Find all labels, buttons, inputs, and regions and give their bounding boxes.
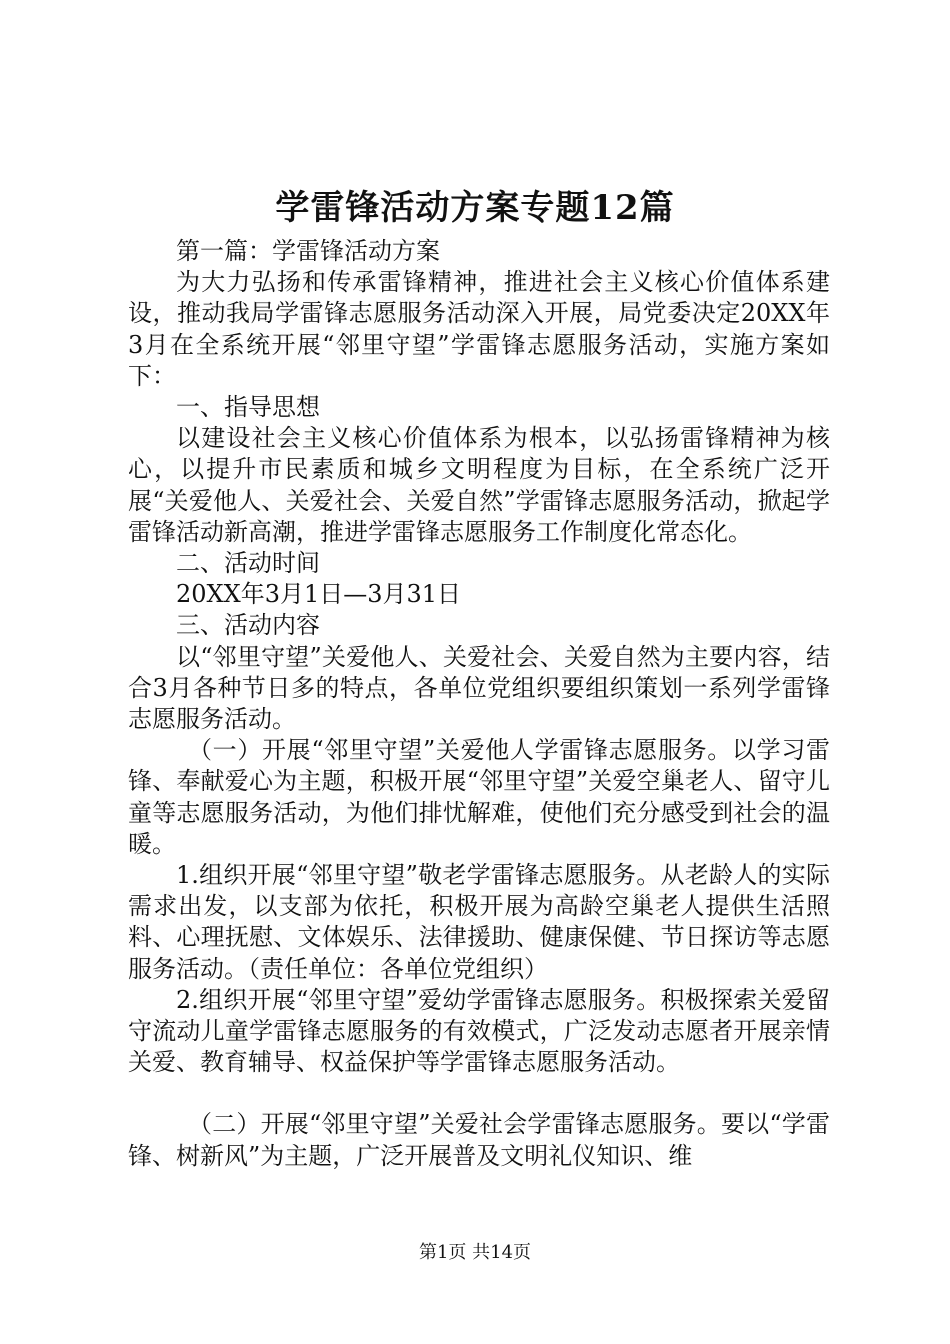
guiding-ideology-paragraph: 以建设社会主义核心价值体系为根本，以弘扬雷锋精神为核心，以提升市民素质和城乡文明程度为目标，在全系统广泛开展“关爱他人、关爱社会、关爱自然”学雷锋志愿服务活动，掀起学雷锋活动新高潮，推进学雷锋志愿服务工作制度化常态化。 [128, 424, 830, 546]
subsection-one-paragraph: （一）开展“邻里守望”关爱他人学雷锋志愿服务。以学习雷锋、奉献爱心为主题，积极开展“邻里守望”关爱空巢老人、留守儿童等志愿服务活动，为他们排忧解难，使他们充分感受到社会的温暖。 [128, 736, 830, 858]
section-heading-part-one: 第一篇：学雷锋活动方案 [176, 237, 440, 265]
page-footer: 第1页 共14页 [418, 1242, 532, 1263]
activity-time-paragraph: 20XX年3月1日—3月31日 [176, 580, 462, 609]
item-two-paragraph: 2.组织开展“邻里守望”爱幼学雷锋志愿服务。积极探索关爱留守流动儿童学雷锋志愿服务的有效模式，广泛发动志愿者开展亲情关爱、教育辅导、权益保护等学雷锋志愿服务活动。 [128, 985, 830, 1077]
heading-activity-time: 二、活动时间 [176, 549, 320, 578]
heading-guiding-ideology: 一、指导思想 [176, 393, 320, 422]
subsection-two-paragraph: （二）开展“邻里守望”关爱社会学雷锋志愿服务。要以“学雷锋、树新风”为主题，广泛开展普及文明礼仪知识、维 [128, 1110, 830, 1170]
document-body [128, 236, 830, 1172]
document-title: 学雷锋活动方案专题12篇 [275, 188, 675, 228]
intro-paragraph: 为大力弘扬和传承雷锋精神，推进社会主义核心价值体系建设，推动我局学雷锋志愿服务活动深入开展，局党委决定20XX年3月在全系统开展“邻里守望”学雷锋志愿服务活动，实施方案如下： [128, 268, 830, 390]
activity-content-paragraph: 以“邻里守望”关爱他人、关爱社会、关爱自然为主要内容，结合3月各种节日多的特点，各单位党组织要组织策划一系列学雷锋志愿服务活动。 [128, 642, 830, 734]
item-one-paragraph: 1.组织开展“邻里守望”敬老学雷锋志愿服务。从老龄人的实际需求出发，以支部为依托，积极开展为高龄空巢老人提供生活照料、心理抚慰、文体娱乐、法律援助、健康保健、节日探访等志愿服务活动。（责任单位：各单位党组织） [128, 861, 830, 983]
heading-activity-content: 三、活动内容 [176, 611, 320, 640]
